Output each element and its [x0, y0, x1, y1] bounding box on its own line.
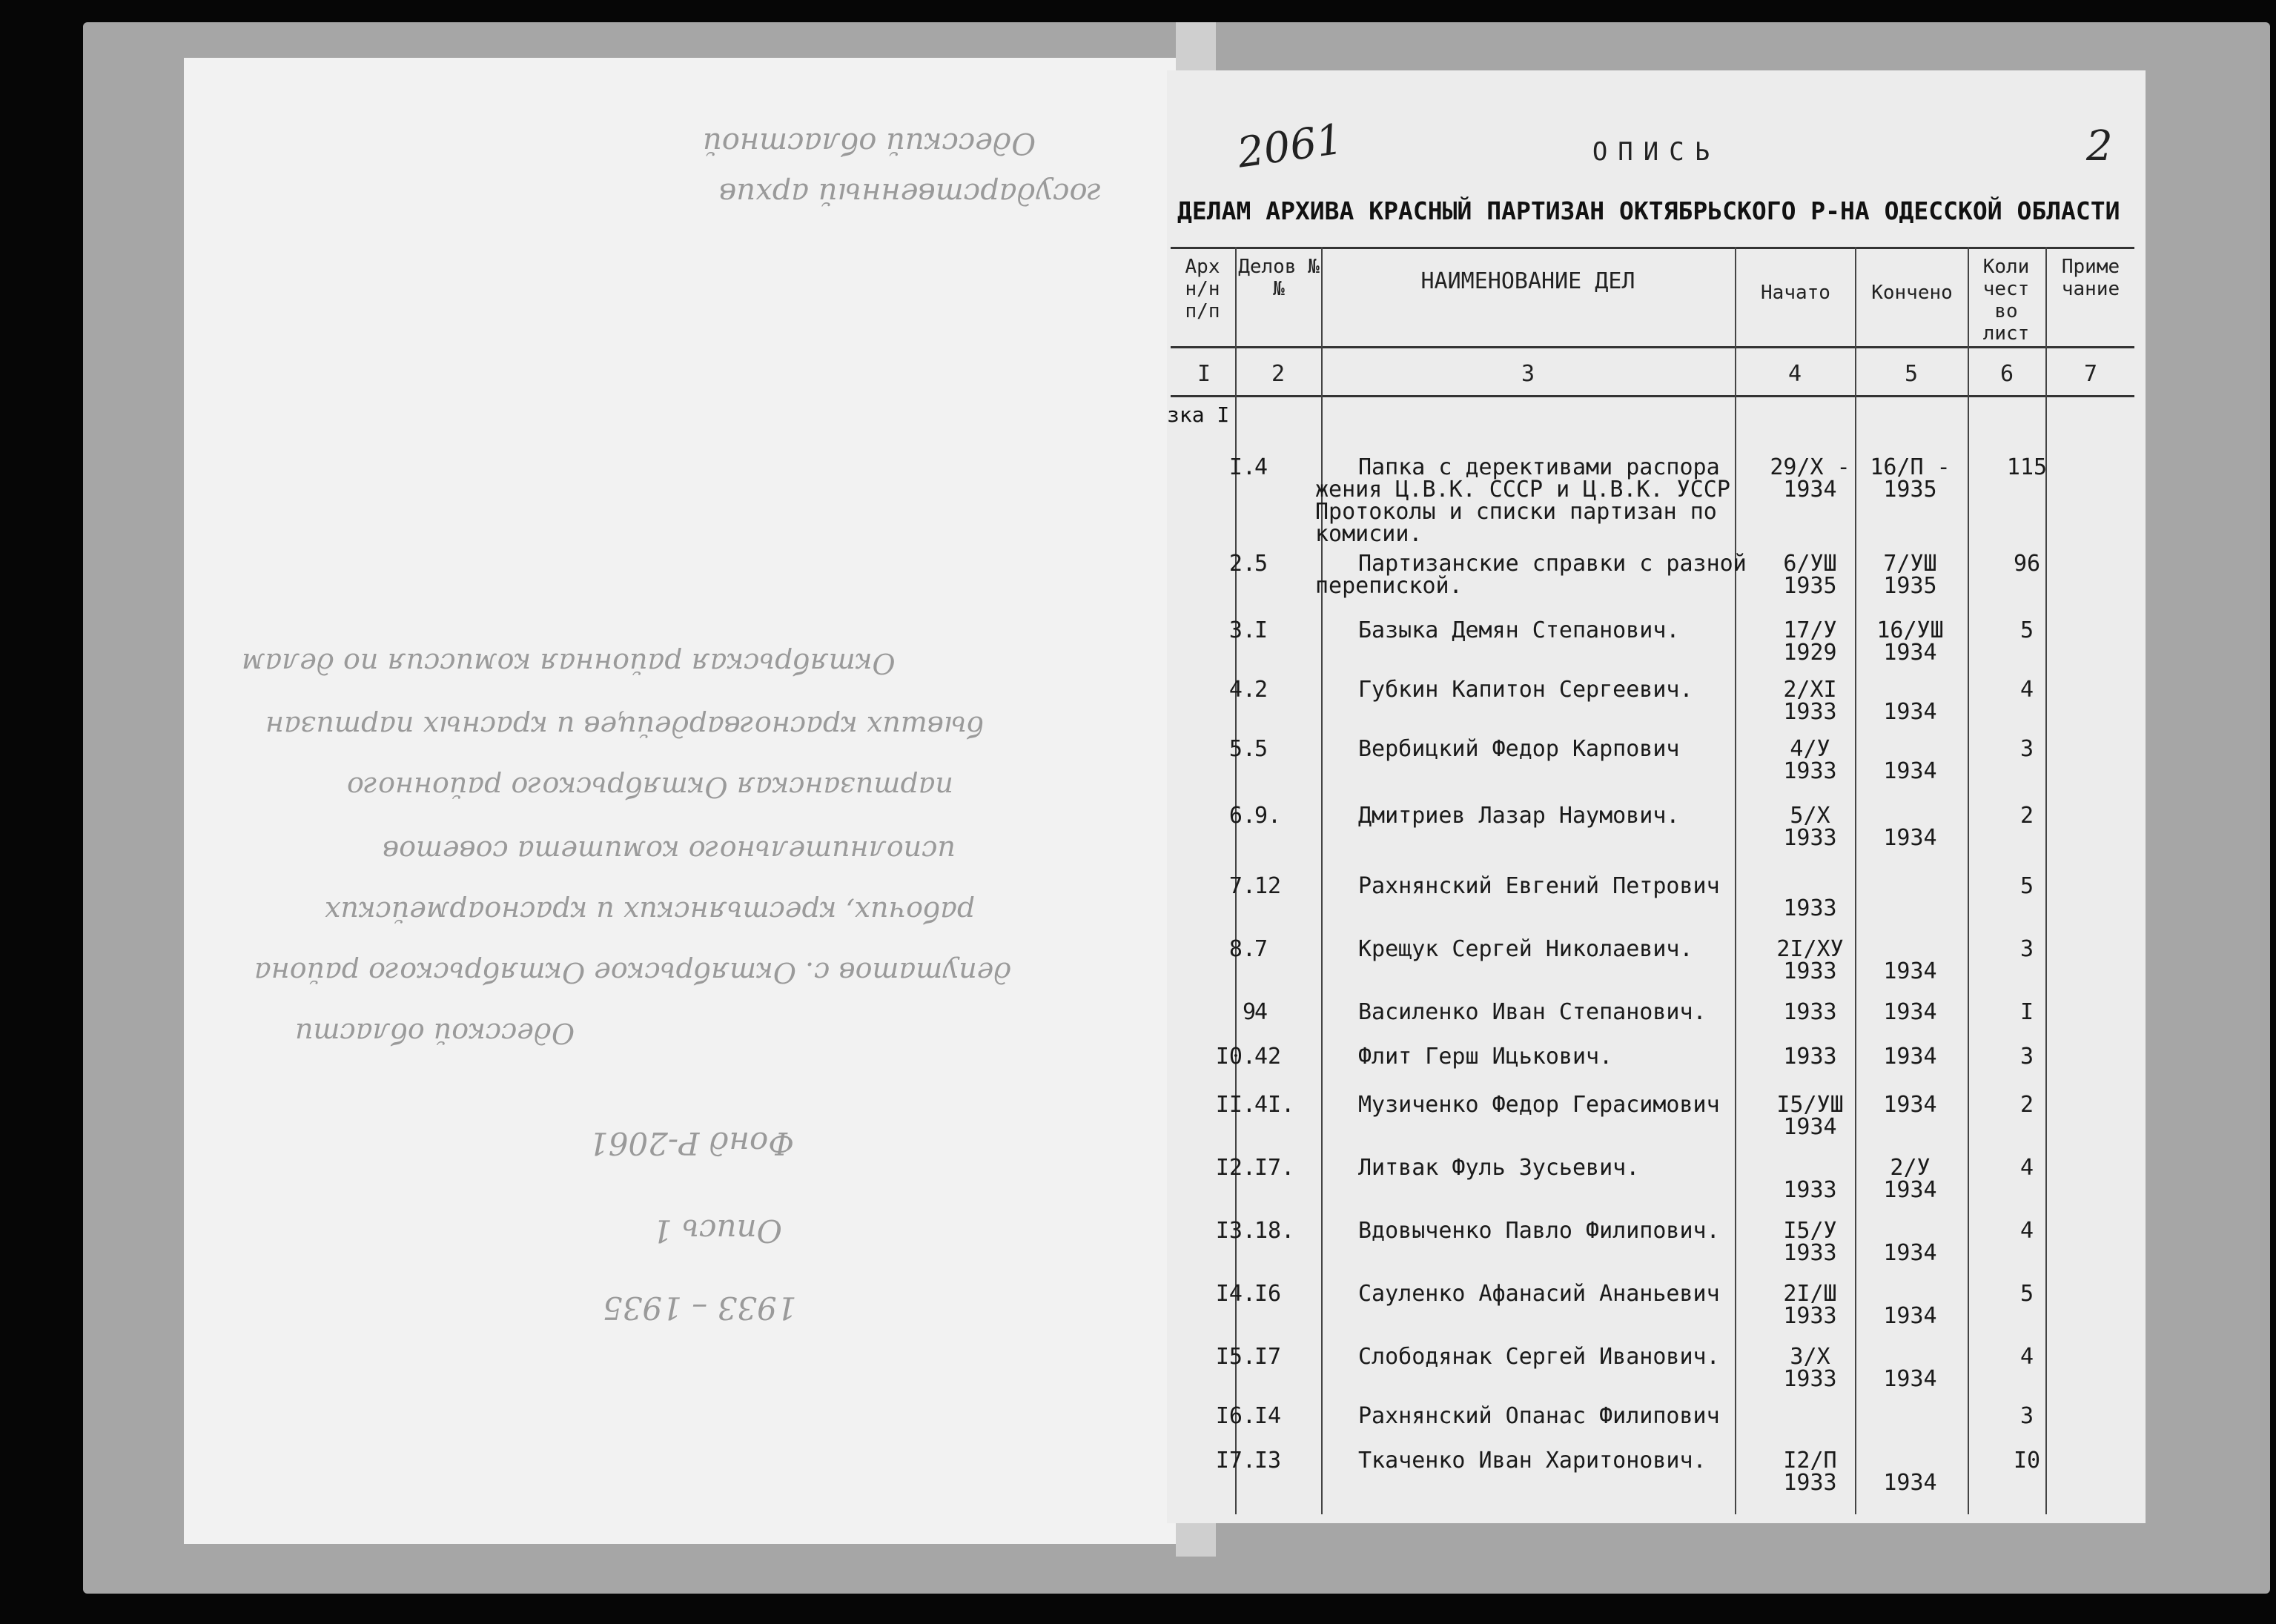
years-range: 1933 – 1935 [603, 1290, 797, 1326]
row-number: I4. [1215, 1281, 1256, 1307]
handwritten-line: партизанская Октябрьского районного [347, 771, 953, 803]
shelf-label: зка I [1167, 402, 1230, 427]
document-title: ОПИСЬ [1592, 137, 1721, 167]
case-title-line: Вербицкий Федор Карпович [1358, 736, 1680, 762]
sheet-count: 5 [2019, 617, 2034, 643]
handwritten-line: государственный архив [719, 176, 1102, 211]
case-title-line: Дмитриев Лазар Наумович. [1358, 803, 1680, 829]
end-date: 1934 [1883, 640, 1937, 666]
row-number: 9 [1242, 999, 1256, 1025]
opis-number: Опись 1 [652, 1213, 782, 1249]
column-number: 6 [1999, 361, 2014, 387]
start-date: 1934 [1783, 477, 1837, 503]
case-number: 9. [1254, 803, 1282, 829]
row-number: 4. [1228, 677, 1256, 703]
column-number: 3 [1521, 361, 1535, 387]
row-number: I7. [1215, 1448, 1256, 1474]
header-delov: Делов №№ [1238, 256, 1320, 300]
case-title-line: комисии. [1315, 521, 1423, 547]
row-number: I2. [1215, 1155, 1256, 1181]
start-date: 1935 [1783, 573, 1837, 599]
case-title-line: Крещук Сергей Николаевич. [1358, 936, 1693, 962]
row-number: 2. [1228, 551, 1256, 577]
row-number: 5. [1228, 736, 1256, 762]
case-number: I7 [1254, 1344, 1282, 1370]
start-date: 1933 [1783, 1470, 1837, 1496]
row-number: 8. [1228, 936, 1256, 962]
case-title-line: Музиченко Федор Герасимович [1358, 1092, 1720, 1118]
case-title-line: Флит Герш Ицькович. [1358, 1044, 1613, 1070]
sheet-count: 2 [2019, 803, 2034, 829]
start-date: 1934 [1783, 1114, 1837, 1140]
case-title-line: Слободянак Сергей Иванович. [1358, 1344, 1720, 1370]
sheet-count: 3 [2019, 1403, 2034, 1429]
handwritten-line: Одесской области [295, 1017, 575, 1050]
end-date: 1934 [1883, 1303, 1937, 1329]
start-date: I5/У [1783, 1218, 1837, 1244]
header-name: НАИМЕНОВАНИЕ ДЕЛ [1420, 268, 1635, 294]
row-number: II. [1215, 1092, 1256, 1118]
case-number: 12 [1254, 873, 1282, 899]
sheet-count: 4 [2019, 677, 2034, 703]
start-date: 17/У [1783, 617, 1837, 643]
start-date: 1933 [1783, 825, 1837, 851]
start-date: 1933 [1783, 1240, 1837, 1266]
handwritten-line: депутатов с. Октябрьское Октябрьского района [254, 956, 1012, 989]
sheet-count: 96 [2013, 551, 2041, 577]
column-number-rule [1171, 395, 2134, 397]
fond-number: Фонд Р-2061 [589, 1125, 795, 1161]
start-date: 1933 [1783, 1177, 1837, 1203]
case-number: I4 [1254, 1403, 1282, 1429]
case-number: I7. [1254, 1155, 1295, 1181]
sheet-count: 3 [2019, 736, 2034, 762]
case-number: 4I. [1254, 1092, 1295, 1118]
case-title-line: Василенко Иван Степанович. [1358, 999, 1707, 1025]
case-title-line: Литвак Фуль Зусьевич. [1358, 1155, 1640, 1181]
start-date: 1933 [1783, 999, 1837, 1025]
row-number: I6. [1215, 1403, 1256, 1429]
row-number: I5. [1215, 1344, 1256, 1370]
end-date: 1934 [1883, 1177, 1937, 1203]
sheet-count: 5 [2019, 873, 2034, 899]
column-number: 2 [1271, 361, 1286, 387]
start-date: 1933 [1783, 1366, 1837, 1392]
start-date: 1933 [1783, 958, 1837, 984]
case-number: 4 [1254, 454, 1268, 480]
case-title-line: Рахнянский Евгений Петрович [1358, 873, 1720, 899]
start-date: I5/УШ [1776, 1092, 1844, 1118]
case-number: I [1254, 617, 1268, 643]
case-number: 18. [1254, 1218, 1295, 1244]
case-title-line: Партизанские справки с разной [1358, 551, 1747, 577]
sheet-count: 3 [2019, 936, 2034, 962]
end-date: 1934 [1883, 958, 1937, 984]
start-date: I2/П [1783, 1448, 1837, 1474]
start-date: 1933 [1783, 1044, 1837, 1070]
column-number: 4 [1787, 361, 1802, 387]
sheet-count: 5 [2019, 1281, 2034, 1307]
case-title-line: Ткаченко Иван Харитонович. [1358, 1448, 1707, 1474]
sheet-count: I0 [2013, 1448, 2041, 1474]
case-number: I6 [1254, 1281, 1282, 1307]
right-page [1167, 70, 2146, 1523]
case-number: I3 [1254, 1448, 1282, 1474]
end-date: 1934 [1883, 1366, 1937, 1392]
header-rule [1171, 346, 2134, 348]
column-number: 5 [1904, 361, 1919, 387]
start-date: 6/УШ [1783, 551, 1837, 577]
case-title-line: Рахнянский Опанас Филипович [1358, 1403, 1720, 1429]
start-date: 4/У [1790, 736, 1830, 762]
case-title-line: перепиской. [1315, 573, 1463, 599]
start-date: 1933 [1783, 699, 1837, 725]
end-date: 1934 [1883, 999, 1937, 1025]
start-date: 1933 [1783, 1303, 1837, 1329]
case-number: 4 [1254, 999, 1268, 1025]
handwritten-line: Октябрьская районная комиссия по делам [242, 647, 896, 680]
sheet-count: 3 [2019, 1044, 2034, 1070]
column-number: I [1197, 361, 1211, 387]
end-date: 16/УШ [1876, 617, 1944, 643]
start-date: 29/Х - [1770, 454, 1850, 480]
start-date: 5/Х [1790, 803, 1830, 829]
start-date: 3/Х [1790, 1344, 1830, 1370]
column-divider [1968, 247, 1969, 1514]
row-number: I3. [1215, 1218, 1256, 1244]
case-title-line: жения Ц.В.К. СССР и Ц.В.К. УССР [1315, 477, 1730, 503]
start-date: 1933 [1783, 895, 1837, 921]
header-start: Начато [1761, 282, 1830, 304]
archive-number: 2061 [1234, 115, 1346, 178]
case-title-line: Базыка Демян Степанович. [1358, 617, 1680, 643]
start-date: 2/XI [1783, 677, 1837, 703]
end-date: 1934 [1883, 825, 1937, 851]
row-number: 6. [1228, 803, 1256, 829]
left-page [184, 58, 1176, 1544]
case-title-line: Вдовыченко Павло Филипович. [1358, 1218, 1720, 1244]
table-top-rule [1171, 247, 2134, 249]
start-date: 1929 [1783, 640, 1837, 666]
sheet-count: 4 [2019, 1155, 2034, 1181]
start-date: 2I/XУ [1776, 936, 1844, 962]
start-date: 2I/Ш [1783, 1281, 1837, 1307]
case-title-line: Протоколы и списки партизан по [1315, 499, 1717, 525]
case-number: 42 [1254, 1044, 1282, 1070]
row-number: I. [1228, 454, 1256, 480]
sheet-count: 4 [2019, 1218, 2034, 1244]
end-date: 7/УШ [1883, 551, 1937, 577]
end-date: 1934 [1883, 1092, 1937, 1118]
handwritten-line: бывших красногвардейцев и красных партизан [265, 710, 985, 743]
end-date: 2/У [1890, 1155, 1931, 1181]
sheet-count: 115 [2006, 454, 2048, 480]
case-title-line: Папка с дерективами распора [1358, 454, 1720, 480]
case-number: 5 [1254, 736, 1268, 762]
case-number: 2 [1254, 677, 1268, 703]
header-end: Кончено [1871, 282, 1953, 304]
case-title-line: Сауленко Афанасий Ананьевич [1358, 1281, 1720, 1307]
handwritten-line: Одесский областной [703, 126, 1036, 160]
end-date: 1935 [1883, 573, 1937, 599]
case-title-line: Губкин Капитон Сергеевич. [1358, 677, 1693, 703]
end-date: 16/П - [1870, 454, 1951, 480]
handwritten-line: исполнительного комитета советов [383, 835, 956, 867]
sheet-count: 4 [2019, 1344, 2034, 1370]
handwritten-line: рабочих, крестьянских и красноармейских [325, 895, 976, 928]
row-number: I0. [1215, 1044, 1256, 1070]
end-date: 1934 [1883, 758, 1937, 784]
case-number: 5 [1254, 551, 1268, 577]
column-divider [1735, 247, 1736, 1514]
header-arch-num: Арх н/н п/п [1185, 256, 1220, 322]
end-date: 1934 [1883, 1470, 1937, 1496]
header-count: Коли чест во лист [1982, 256, 2030, 345]
row-number: 3. [1228, 617, 1256, 643]
case-number: 7 [1254, 936, 1268, 962]
sheet-count: I [2019, 999, 2034, 1025]
end-date: 1934 [1883, 1240, 1937, 1266]
header-note: Приме чание [2061, 256, 2120, 300]
end-date: 1934 [1883, 1044, 1937, 1070]
page-number: 2 [2086, 122, 2113, 170]
end-date: 1934 [1883, 699, 1937, 725]
end-date: 1935 [1883, 477, 1937, 503]
start-date: 1933 [1783, 758, 1837, 784]
row-number: 7. [1228, 873, 1256, 899]
column-number: 7 [2083, 361, 2098, 387]
document-subtitle: ДЕЛАМ АРХИВА КРАСНЫЙ ПАРТИЗАН ОКТЯБРЬСКОГО Р-НА ОДЕССКОЙ ОБЛАСТИ [1177, 196, 2120, 225]
sheet-count: 2 [2019, 1092, 2034, 1118]
